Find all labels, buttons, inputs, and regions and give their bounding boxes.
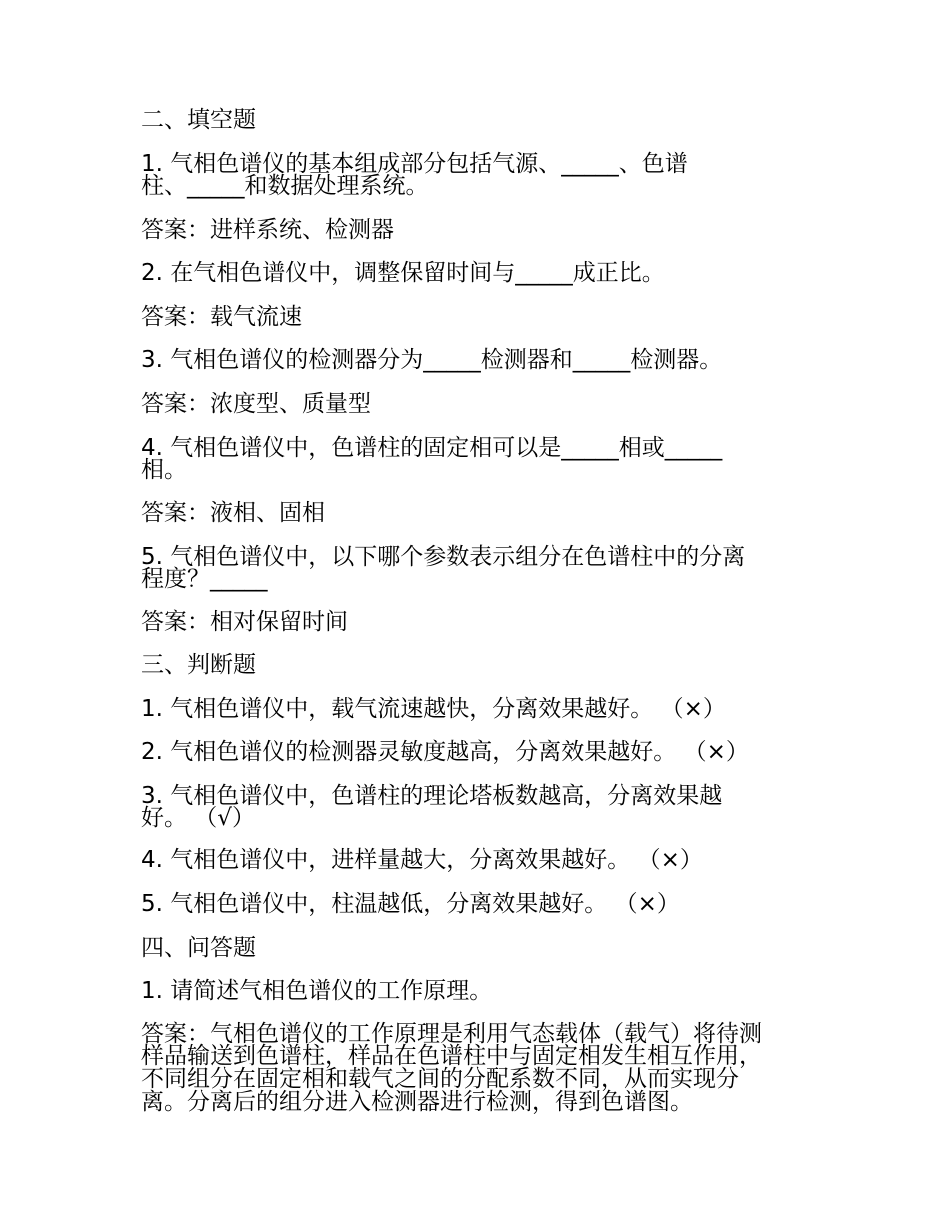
question-4-fill-blank-continued: 相。	[141, 457, 187, 483]
answer-4-fill-blank: 答案：液相、固相	[141, 500, 325, 526]
question-1-true-false: 1. 气相色谱仪中，载气流速越快，分离效果越好。 （×）	[141, 696, 726, 722]
question-5-fill-blank-continued: 程度？_____	[141, 566, 268, 592]
question-2-fill-blank: 2. 在气相色谱仪中，调整保留时间与_____成正比。	[141, 260, 665, 286]
section-heading-true-false: 三、判断题	[141, 652, 256, 678]
question-4-true-false: 4. 气相色谱仪中，进样量越大，分离效果越好。 （×）	[141, 847, 703, 873]
question-1-short-answer: 1. 请简述气相色谱仪的工作原理。	[141, 978, 493, 1004]
question-4-fill-blank: 4. 气相色谱仪中，色谱柱的固定相可以是_____相或_____	[141, 435, 723, 461]
answer-1-fill-blank: 答案：进样系统、检测器	[141, 217, 394, 243]
section-heading-short-answer: 四、问答题	[141, 935, 256, 961]
answer-1-short-answer-line-1: 答案：气相色谱仪的工作原理是利用气态载体（载气）将待测	[141, 1021, 762, 1047]
answer-1-short-answer-line-2: 样品输送到色谱柱，样品在色谱柱中与固定相发生相互作用，	[141, 1043, 762, 1069]
question-5-true-false: 5. 气相色谱仪中，柱温越低，分离效果越好。 （×）	[141, 891, 680, 917]
section-heading-fill-blank: 二、填空题	[141, 107, 256, 133]
question-5-fill-blank: 5. 气相色谱仪中，以下哪个参数表示组分在色谱柱中的分离	[141, 544, 746, 570]
answer-1-short-answer-line-4: 离。分离后的组分进入检测器进行检测，得到色谱图。	[141, 1089, 693, 1115]
question-2-true-false: 2. 气相色谱仪的检测器灵敏度越高，分离效果越好。 （×）	[141, 739, 749, 765]
answer-2-fill-blank: 答案：载气流速	[141, 304, 302, 330]
question-1-fill-blank: 1. 气相色谱仪的基本组成部分包括气源、_____、色谱	[141, 151, 688, 177]
question-3-true-false: 3. 气相色谱仪中，色谱柱的理论塔板数越高，分离效果越	[141, 783, 723, 809]
question-3-true-false-continued: 好。 （√）	[141, 805, 255, 831]
question-3-fill-blank: 3. 气相色谱仪的检测器分为_____检测器和_____检测器。	[141, 347, 723, 373]
answer-1-short-answer-line-3: 不同组分在固定相和载气之间的分配系数不同，从而实现分	[141, 1066, 739, 1092]
answer-5-fill-blank: 答案：相对保留时间	[141, 609, 348, 635]
answer-3-fill-blank: 答案：浓度型、质量型	[141, 391, 371, 417]
question-1-fill-blank-continued: 柱、_____和数据处理系统。	[141, 173, 429, 199]
